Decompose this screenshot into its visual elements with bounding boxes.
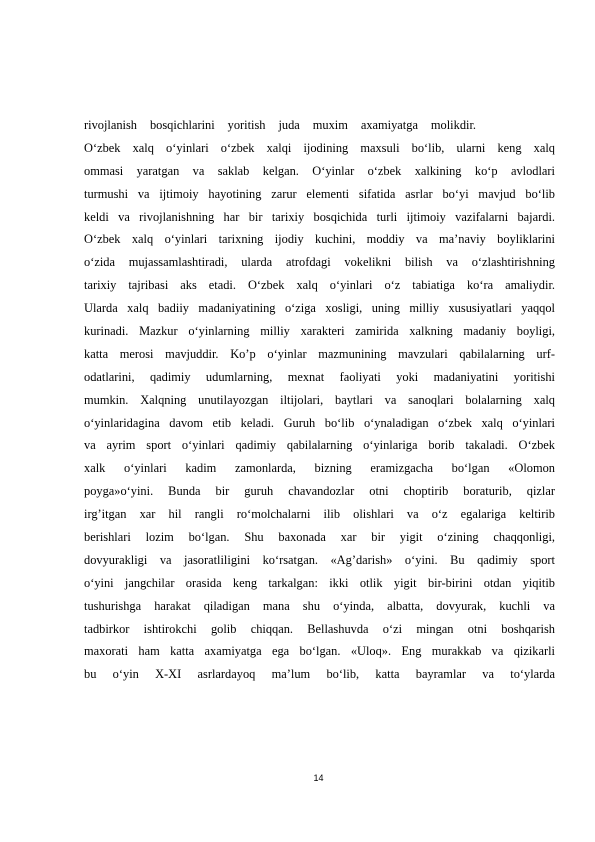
text-line: tushurishga harakat qiladigan mana shu o‘yinda, albatta, dovyurak, kuchli va bbox=[84, 598, 555, 613]
body-text bbox=[84, 114, 555, 686]
text-line: irg’itgan xar hil rangli ro‘molchalarni ilib olishlari va o‘z egalariga keltirib bbox=[84, 507, 555, 522]
text-line: O‘zbek xalq o‘yinlari o‘zbek xalqi ijodining maxsuli bo‘lib, ularni keng xalq bbox=[84, 140, 555, 155]
text-line: keldi va rivojlanishning har bir tarixiy bosqichida turli ijtimoiy vazifalarni bajardi. bbox=[84, 209, 555, 224]
text-line: kurinadi. Mazkur o‘yinlarning milliy xarakteri zamirida xalkning madaniy boyligi, bbox=[84, 324, 555, 339]
text-line: poyga»o‘yini. Bunda bir guruh chavandozlar otni choptirib boraturib, qizlar bbox=[84, 484, 555, 499]
text-line: o‘zida mujassamlashtiradi, ularda atrofdagi vokelikni bilish va o‘zlashtirishning bbox=[84, 255, 555, 270]
text-line: turmushi va ijtimoiy hayotining zarur elementi sifatida asrlar bo‘yi mavjud bo‘lib bbox=[84, 186, 555, 201]
text-line: dovyurakligi va jasoratliligini ko‘rsatgan. «Ag’darish» o‘yini. Bu qadimiy sport bbox=[84, 552, 555, 567]
text-line: mumkin. Xalqning unutilayozgan iltijolari, baytlari va sanoqlari bolalarning xalq bbox=[84, 392, 555, 407]
text-line: maxorati ham katta axamiyatga ega bo‘lgan. «Uloq». Eng murakkab va qizikarli bbox=[84, 644, 555, 659]
text-line: bu o‘yin X-XI asrlardayoq ma’lum bo‘lib, katta bayramlar va to‘ylarda bbox=[84, 667, 555, 682]
text-line: o‘yinlaridagina davom etib keladi. Guruh bo‘lib o‘ynaladigan o‘zbek xalq o‘yinlari bbox=[84, 415, 555, 430]
text-line: va ayrim sport o‘yinlari qadimiy qabilalarning o‘yinlariga borib takaladi. O‘zbek bbox=[84, 438, 555, 453]
text-line: xalk o‘yinlari kadim zamonlarda, bizning eramizgacha bo‘lgan «Olomon bbox=[84, 461, 555, 476]
text-line: o‘yini jangchilar orasida keng tarkalgan: ikki otlik yigit bir-birini otdan yiqitib bbox=[84, 575, 555, 590]
text-line: tadbirkor ishtirokchi golib chiqqan. Bellashuvda o‘zi mingan otni boshqarish bbox=[84, 621, 555, 636]
text-line: katta merosi mavjuddir. Ko’p o‘yinlar mazmunining mavzulari qabilalarning urf- bbox=[84, 346, 555, 361]
text-line: ommasi yaratgan va saklab kelgan. O‘yinlar o‘zbek xalkining ko‘p avlodlari bbox=[84, 163, 555, 178]
page-number: 14 bbox=[313, 773, 324, 783]
text-line: odatlarini, qadimiy udumlarning, mexnat faoliyati yoki madaniyatini yoritishi bbox=[84, 369, 555, 384]
text-line: O‘zbek xalq o‘yinlari tarixning ijodiy kuchini, moddiy va ma’naviy boyliklarini bbox=[84, 232, 555, 247]
text-line: rivojlanish bosqichlarini yoritish juda muxim axamiyatga molikdir. bbox=[84, 118, 476, 132]
text-line: tarixiy tajribasi aks etadi. O‘zbek xalq o‘yinlari o‘z tabiatiga ko‘ra amaliydir. bbox=[84, 278, 555, 293]
text-line: berishlari lozim bo‘lgan. Shu baxonada xar bir yigit o‘zining chaqqonligi, bbox=[84, 530, 555, 545]
text-line: Ularda xalq badiiy madaniyatining o‘ziga xosligi, uning milliy xususiyatlari yaqqol bbox=[84, 301, 555, 316]
